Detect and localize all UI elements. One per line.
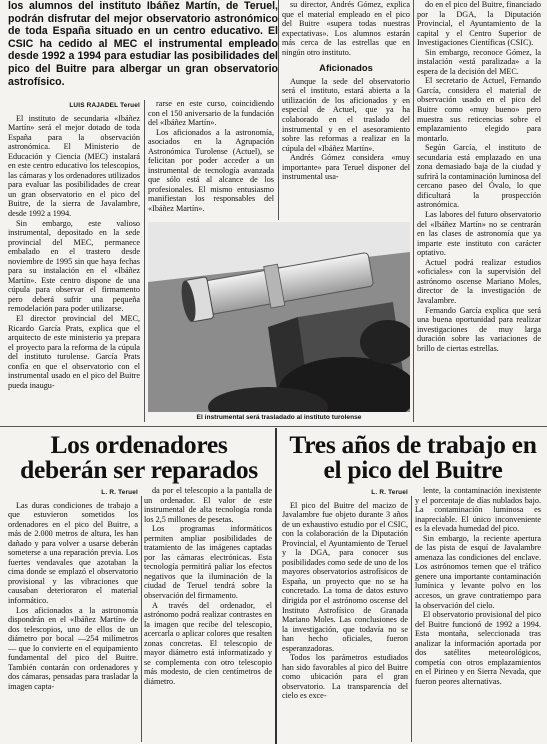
paragraph: El pico del Buitre del macizo de Javalambre fue objeto durante 3 años de un exhaustivo estudio por el CSIC, con la colaboración de la Diputación Provincial, el Ayuntamiento de Teruel y la DGA, para conocer sus posibilidades como sede de uno de los mayores observatorios astrofísicos de España, un proyecto que no se ha concretado. La toma de datos estuvo dirigida por el astrónomo oscense del Instituto Astrofísico de Granada Mariano Moles. Las conclusiones de la investigación, que todavía no se han hecho oficiales, fueron esperanzadoras. xyxy=(282,500,408,653)
paragraph: da por el telescopio a la pantalla de un ordenador. El valor de este instrumental de alta tecnología ronda los 2,5 millones de pesetas. xyxy=(144,486,272,524)
paragraph: Andrés Gómez considera «muy importante» para Teruel disponer del instrumental usa- xyxy=(282,153,410,182)
paragraph: Sin embargo, este valioso instrumental, depositado en la sede provincial del MEC, permanece embalado en el trastero desde noviembre de 1995 sin que haya fechas para su instalación en el «Ibáñez Martín». Este centro dispone de una cúpula para observar el firmamento pero deberá sufrir una pequeña remodelación para poder utilizarse. xyxy=(8,218,140,314)
story-2-column-b xyxy=(144,486,272,744)
paragraph: Aunque la sede del observatorio será el instituto, estará abierta a la utilización de los aficionados y en especial de Actuel, que ya ha colaborado en el traslado del instrumental y en el asesoramiento sobre las reformas a realizar en la cúpula del «Ibáñez Martín». xyxy=(282,76,410,153)
paragraph: rarse en este curso, coincidiendo con el 150 aniversario de la fundación del «Ibáñez Martín». xyxy=(148,99,274,128)
article-column-3 xyxy=(282,0,410,220)
paragraph: El director provincial del MEC, Ricardo García Prats, explica que el arquitecto de este ministerio ya prepara el proyecto para la reforma de la cúpula del instituto turolense. García Prats confía en que el observatorio con el instrumental usado en el pico del Buitre pueda inaugu- xyxy=(8,314,140,390)
story-3-column-a xyxy=(282,486,408,744)
section-divider xyxy=(0,426,547,427)
byline: L. R. Teruel xyxy=(371,489,408,496)
headline-story-3: Tres años de trabajo en el pico del Buitre xyxy=(289,430,537,484)
column-divider xyxy=(411,496,412,742)
lead-text: los alumnos del instituto Ibáñez Martín, de Teruel, podrán disfrutar del mejor observatorio astronómico de toda España situado en un centro educativo. El CSIC ha cedido al MEC el instrumental empleado desde 1992 a 1994 para estudiar las posibilidades del pico del Buitre para albergar un gran observatorio astrofísico. xyxy=(8,0,278,88)
paragraph: Sin embargo, reconoce Gómez, la instalación «está paralizada» a la espera de la decisión del MEC. xyxy=(417,47,541,76)
paragraph: Los programas informáticos permiten ampliar posibilidades de tratamiento de las imágenes captadas por las cámaras electrónicas. Esta tecnología permitirá paliar los efectos negativos que la iluminación de la ciudad de Teruel tendrá sobre la observación del firmamento. xyxy=(144,524,272,601)
paragraph: El secretario de Actuel, Fernando García, considera el material de observación usado en el pico del Buitre como «muy bueno» pero muestra sus reticencias sobre el emplazamiento elegido para montarlo. xyxy=(417,76,541,143)
paragraph: lente, la contaminación inexistente y el porcentaje de días nublados bajo. La contaminación luminosa es inapreciable. El único inconveniente es la elevada humedad del pico. xyxy=(415,486,541,534)
paragraph: Las duras condiciones de trabajo a que estuvieron sometidos los ordenadores en el pico del Buitre, a más de 2.000 metros de altura, les han dañado y para volver a usarse deberán someterse a una reparación previa. Los fuertes vendavales que azotaban la cima donde se emplazó el observatorio provisional y las vibraciones que causaban deterioraron el material informático. xyxy=(8,500,138,606)
photo-caption: El instrumental será trasladado al instituto turolense xyxy=(196,414,362,421)
byline: L. R. Teruel xyxy=(101,489,138,496)
headline-story-2: Los ordenadores deberán ser reparados xyxy=(20,430,258,484)
paragraph: El instituto de secundaria «Ibáñez Martín» será el mejor dotado de toda España para la observación astronómica. El Ministerio de Educación y Ciencia (MEC) instalará en este centro educativo los telescopios, las cámaras y los ordenadores utilizados para evaluar las posibilidades de crear un gran observatorio en el pico del Buitre, de la sierra de Javalambre, desde 1992 a 1994. xyxy=(8,113,140,219)
paragraph: do en el pico del Buitre, financiado por la DGA, la Diputación Provincial, el Ayuntamiento de la capital y el Centro Superior de Investigaciones Científicas (CSIC). xyxy=(417,0,541,48)
paragraph: Las labores del futuro observatorio del «Ibáñez Martín» no se centrarán en las clases de astronomía que ya imparte este instituto con carácter optativo. xyxy=(417,210,541,258)
story-divider xyxy=(275,428,277,744)
paragraph: A través del ordenador, el astrónomo podrá realizar contrastes en la imagen que recibe del telescopio, acercarla o aplicar colores que resalten zonas concretas. El telescopio de mayor diámetro está informatizado y se complementa con otro telescopio más modesto, de cien centímetros de diámetro. xyxy=(144,600,272,686)
paragraph: su director, Andrés Gómez, explica que el material empleado en el pico del Buitre «supera todas nuestras expectativas». Los alumnos estarán más cerca de las estrellas que en ningún otro instituto. xyxy=(282,0,410,57)
paragraph: Los aficionados a la astronomía dispondrán en el «Ibáñez Martín» de dos telescopios, uno de ellos de un diámetro por bocal —254 milímetros— que lo convierte en el equipamiento fundamental del pico del Buitre. También contarán con ordenadores y dos cámaras, pensadas para trasladar la imagen capta- xyxy=(8,605,138,691)
story-2-column-a xyxy=(8,486,138,744)
story-3-column-b xyxy=(415,486,541,744)
column-divider xyxy=(413,0,414,422)
paragraph: Los aficionados a la astronomía, asociados en la Agrupación Astronómica Turolense (Actuel), se felicitan por poder acceder a un instrumental de tecnología avanzada que sólo está al alcance de los profesionales. El mismo entusiasmo manifiestan los responsables del «Ibáñez Martín». xyxy=(148,127,274,214)
subheading: Aficionados xyxy=(319,62,373,74)
telescope-photo xyxy=(148,222,410,412)
column-divider xyxy=(278,0,279,220)
byline: LUIS RAJADEL Teruel xyxy=(69,102,140,109)
article-column-4 xyxy=(417,0,541,424)
lead-paragraph xyxy=(8,0,278,98)
paragraph: Fernando García explica que será una buena oportunidad para realizar investigaciones de muy larga duración sobre las variaciones de brillo de ciertas estrellas. xyxy=(417,305,541,353)
paragraph: Sin embargo, la reciente apertura de las pista de esquí de Javalambre amenaza las condiciones del enclave. Los astrónomos temen que el tráfico genere una importante contaminación lumínica y levante polvo en los accesos, un grave contratiempo para la observación del cielo. xyxy=(415,533,541,610)
paragraph: Todos los parámetros estudiados han sido favorables al pico del Buitre como ubicación para el gran observatorio. La transparencia del cielo es exce- xyxy=(282,653,408,701)
article-column-2 xyxy=(148,99,274,219)
paragraph: El observatorio provisional del pico del Buitre funcionó de 1992 a 1994. Esta montaña, seleccionada tras analizar la información aportada por dos satélites meteorológicos, competía con otros emplazamientos en el Pirineo y en Sierra Nevada, que fueron peores alternativas. xyxy=(415,610,541,686)
telescope-photo-image xyxy=(148,222,410,412)
article-column-1 xyxy=(8,99,140,419)
paragraph: Según García, el instituto de secundaria está emplazado en una zona demasiado baja de la ciudad y sufrirá la contaminación luminosa del cercano paseo del Óvalo, lo que dificultará la prospección astronómica. xyxy=(417,143,541,210)
column-divider xyxy=(141,496,142,742)
paragraph: Actuel podrá realizar estudios «oficiales» con la supervisión del astrónomo oscense Mariano Moles, director de la investigación de Javalambre. xyxy=(417,257,541,305)
column-divider xyxy=(144,100,145,422)
